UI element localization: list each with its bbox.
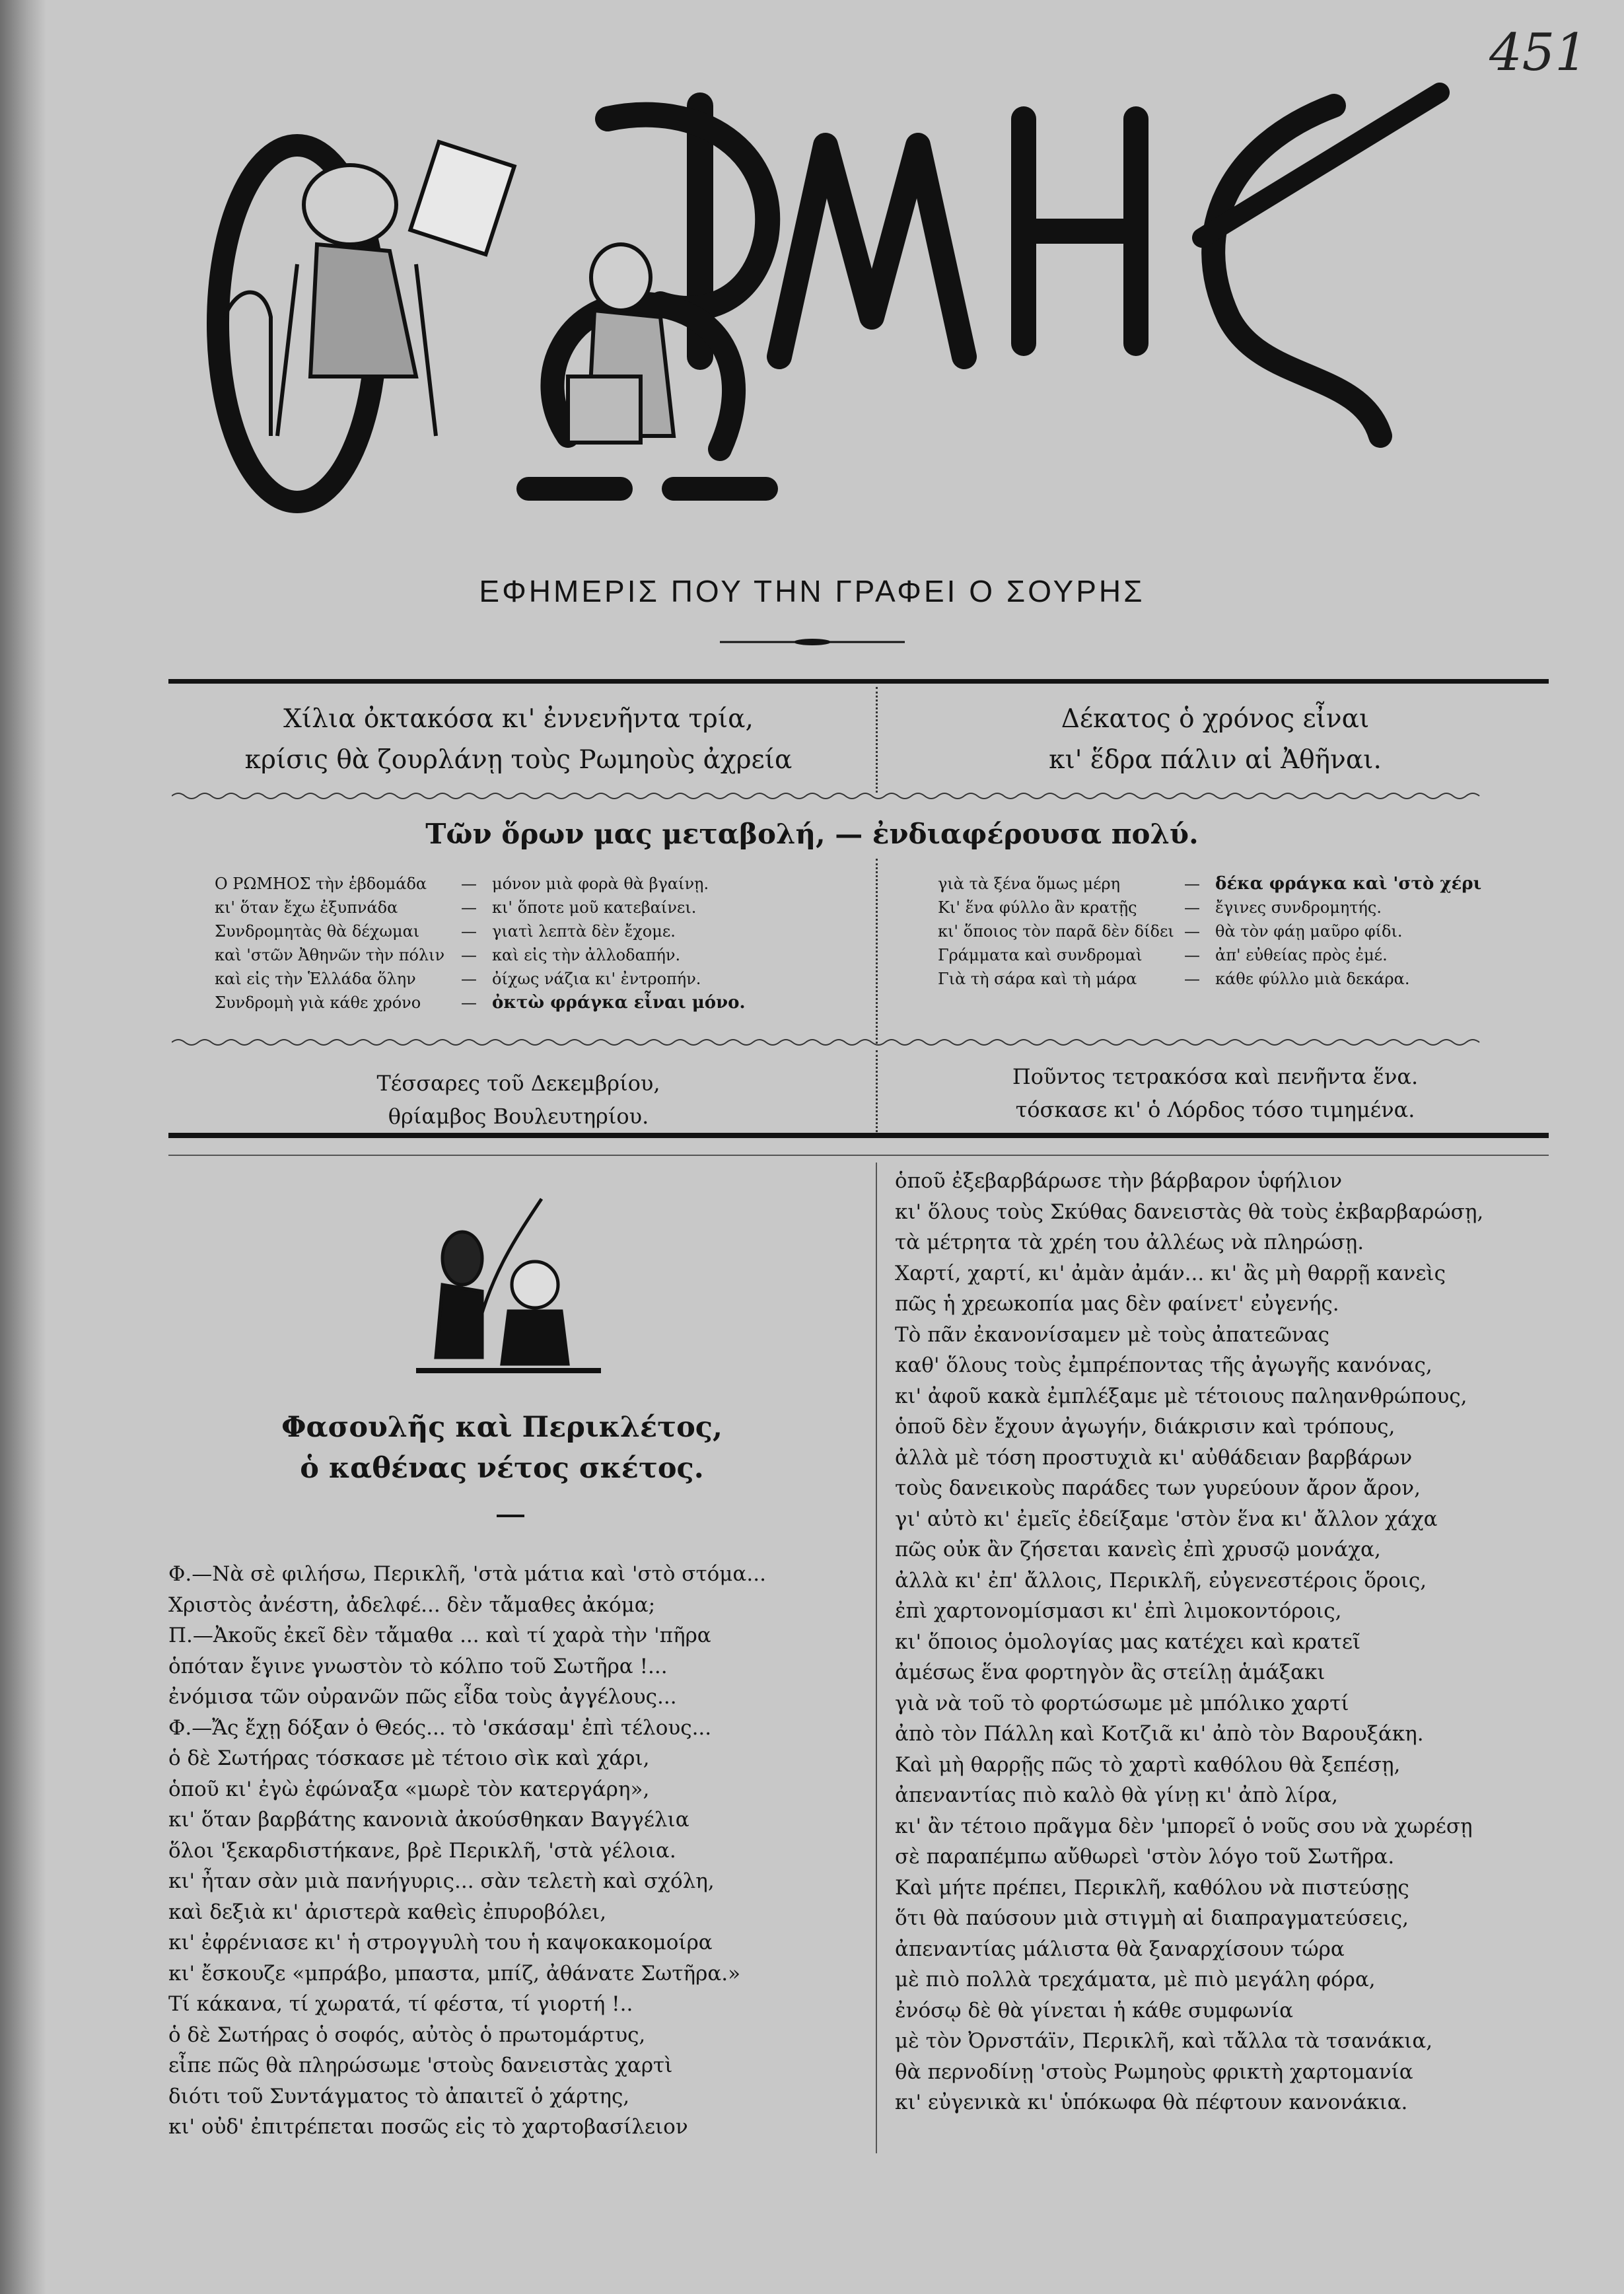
terms-row <box>215 896 769 919</box>
terms-label: Γιὰ τὴ σάρα καὶ τὴ μάρα <box>938 970 1137 988</box>
column-divider <box>876 1050 878 1136</box>
wavy-rule-2 <box>172 1036 1545 1049</box>
terms-value: κάθε φύλλο μιὰ δεκάρα. <box>1215 970 1410 988</box>
date-left <box>172 1067 865 1133</box>
verse-line: ὁποῦ κι' ἐγὼ ἐφώναξα «μωρὲ τὸν κατεργάρη», <box>168 1777 650 1801</box>
date-right <box>885 1060 1545 1126</box>
verse-line: καὶ δεξιὰ κι' ἀριστερὰ καθεὶς ἐπυροβόλει, <box>168 1900 607 1924</box>
verse-line: Φ.—Νὰ σὲ φιλήσω, Περικλῆ, 'στὰ μάτια καὶ 'στὸ στόμα... <box>168 1562 766 1586</box>
verse-line: πῶς ἡ χρεωκοπία μας δὲν φαίνετ' εὐγενής. <box>895 1292 1339 1316</box>
vignette-illustration <box>409 1186 608 1384</box>
verse-line: Καὶ μήτε πρέπει, Περικλῆ, καθόλου νὰ πιστεύσῃς <box>895 1875 1409 1900</box>
verse-line: ἀπεναντίας πιὸ καλὸ θὰ γίνῃ κι' ἀπὸ λίρα, <box>895 1783 1338 1807</box>
verse-line: καθ' ὅλους τοὺς ἐμπρέποντας τῆς ἀγωγῆς κανόνας, <box>895 1353 1432 1377</box>
article-left-column <box>168 1559 766 2143</box>
terms-value: ἔγινες συνδρομητής. <box>1215 898 1382 917</box>
terms-left <box>215 872 769 1015</box>
date-line: τόσκασε κι' ὁ Λόρδος τόσο τιμημένα. <box>1015 1097 1415 1122</box>
verse-line: ἐπὶ χαρτονομίσμασι κι' ἐπὶ λιμοκοντόροις, <box>895 1599 1342 1623</box>
terms-dash: — <box>461 970 477 988</box>
terms-value: κι' ὅποτε μοῦ κατεβαίνει. <box>492 898 697 917</box>
verse-line: ἀπεναντίας μάλιστα θὰ ξαναρχίσουν τώρα <box>895 1937 1345 1961</box>
terms-value: ἀπ' εὐθείας πρὸς ἐμέ. <box>1215 946 1388 964</box>
header-rule-thin <box>168 1155 1549 1156</box>
verse-line: κι' εὐγενικὰ κι' ὑπόκωφα θὰ πέφτουν κανονάκια. <box>895 2091 1408 2114</box>
article-right-column <box>895 1166 1483 2118</box>
verse-line: γιὰ νὰ τοῦ τὸ φορτώσωμε μὲ μπόλικο χαρτί <box>895 1691 1349 1715</box>
header-rule-top <box>168 679 1549 684</box>
verse-line: ἐνόσῳ δὲ θὰ γίνεται ἡ κάθε συμφωνία <box>895 1998 1294 2023</box>
terms-row <box>215 967 769 991</box>
verse-line: Καὶ μὴ θαρρῇς πῶς τὸ χαρτὶ καθόλου θὰ ξεπέσῃ, <box>895 1752 1401 1777</box>
verse-line: ὁποῦ ἐξεβαρβάρωσε τὴν βάρβαρον ὑφήλιον <box>895 1169 1343 1193</box>
verse-line: κι' ἀφοῦ κακὰ ἐμπλέξαμε μὲ τέτοιους παληανθρώπους, <box>895 1384 1467 1408</box>
verse-line: Δέκατος ὁ χρόνος εἶναι <box>1061 704 1370 734</box>
verse-line: ἀλλὰ κι' ἐπ' ἄλλοις, Περικλῆ, εὐγενεστέροις ὅροις, <box>895 1568 1427 1593</box>
verse-line: ὅλοι 'ξεκαρδιστήκανε, βρὲ Περικλῆ, 'στὰ γέλοια. <box>168 1838 676 1863</box>
verse-line: τοὺς δανεικοὺς παράδες των γυρεύουν ἄρον ἄρον, <box>895 1476 1421 1500</box>
verse-line: κι' οὐδ' ἐπιτρέπεται ποσῶς εἰς τὸ χαρτοβασίλειον <box>168 2115 688 2139</box>
verse-line: ἀλλὰ μὲ τόση προστυχιὰ κι' αὐθάδειαν βαρβάρων <box>895 1445 1413 1470</box>
terms-row <box>938 967 1493 991</box>
terms-row <box>215 991 769 1015</box>
headline-rule <box>497 1515 524 1517</box>
terms-dash: — <box>461 875 477 893</box>
verse-line: κρίσις θὰ ζουρλάνῃ τοὺς Ρωμηοὺς ἀχρεία <box>244 745 793 775</box>
verse-line: κι' ἕδρα πάλιν αἱ Ἀθῆναι. <box>1049 745 1382 775</box>
ornament-rule <box>720 637 905 647</box>
verse-line: μὲ πιὸ πολλὰ τρεχάματα, μὲ πιὸ μεγάλη φόρα, <box>895 1968 1376 1991</box>
verse-line: εἶπε πῶς θὰ πληρώσωμε 'στοὺς δανειστὰς χαρτὶ <box>168 2054 673 2077</box>
terms-dash: — <box>461 922 477 941</box>
verse-line: ἀπὸ τὸν Πάλλη καὶ Κοτζιᾶ κι' ἀπὸ τὸν Βαρουξάκη. <box>895 1722 1424 1746</box>
terms-value: δέκα φράγκα καὶ 'στὸ χέρι <box>1215 874 1482 894</box>
page-spine-shadow <box>0 0 46 2294</box>
terms-row <box>215 943 769 967</box>
terms-label: Κι' ἕνα φύλλο ἂν κρατῇς <box>938 898 1137 917</box>
terms-dash: — <box>461 993 477 1012</box>
verse-top-right <box>885 699 1545 781</box>
terms-dash: — <box>461 946 477 964</box>
verse-line: Τί κάκανα, τί χωρατά, τί φέστα, τί γιορτή !.. <box>168 1992 633 2016</box>
verse-line: τὰ μέτρητα τὰ χρέη του ἀλλέως νὰ πληρώσῃ. <box>895 1231 1364 1254</box>
verse-line: ὁπόταν ἔγινε γνωστὸν τὸ κόλπο τοῦ Σωτῆρα !... <box>168 1654 668 1678</box>
verse-line: σὲ παραπέμπω αὔθωρεὶ 'στὸν λόγο τοῦ Σωτῆρα. <box>895 1845 1395 1869</box>
terms-label: κι' ὅποιος τὸν παρᾶ δὲν δίδει <box>938 922 1174 941</box>
terms-value: θὰ τὸν φάῃ μαῦρο φίδι. <box>1215 922 1403 941</box>
verse-line: γι' αὐτὸ κι' ἐμεῖς ἐδείξαμε 'στὸν ἕνα κι' ἄλλον χάχα <box>895 1507 1438 1531</box>
terms-row <box>938 919 1493 943</box>
terms-label: Ο ΡΩΜΗΟΣ τὴν ἑβδομάδα <box>215 875 427 893</box>
terms-label: καὶ εἰς τὴν Ἑλλάδα ὅλην <box>215 970 416 988</box>
terms-title: Τῶν ὅρων μας μεταβολή, — ἐνδιαφέρουσα πολύ. <box>425 818 1199 850</box>
terms-value: καὶ εἰς τὴν ἀλλοδαπήν. <box>492 946 681 964</box>
verse-line: κι' ἐφρένιασε κι' ἡ στρογγυλὴ του ἡ καψοκακομοίρα <box>168 1931 713 1954</box>
verse-line: κι' ὅλους τοὺς Σκύθας δανειστὰς θὰ τοὺς ἐκβαρβαρώσῃ, <box>895 1200 1484 1224</box>
terms-row <box>215 919 769 943</box>
masthead-logo <box>198 66 1519 528</box>
terms-value: ὀκτὼ φράγκα εἶναι μόνο. <box>492 993 746 1013</box>
terms-dash: — <box>1184 946 1200 964</box>
terms-dash: — <box>1184 875 1200 893</box>
terms-dash: — <box>461 898 477 917</box>
wavy-rule-1 <box>172 789 1545 803</box>
terms-row <box>938 872 1493 896</box>
terms-value: ὀίχως νάζια κι' ἐντροπήν. <box>492 970 701 988</box>
article-headline <box>172 1407 832 1489</box>
terms-right <box>938 872 1493 991</box>
terms-row <box>938 943 1493 967</box>
column-divider-main <box>876 1163 877 2153</box>
terms-label: Συνδρομὴ γιὰ κάθε χρόνο <box>215 993 421 1012</box>
verse-line: ὅτι θὰ παύσουν μιὰ στιγμὴ αἱ διαπραγματεύσεις, <box>895 1906 1409 1930</box>
date-line: θρίαμβος Βουλευτηρίου. <box>388 1104 649 1129</box>
column-divider <box>876 687 878 793</box>
terms-row <box>938 896 1493 919</box>
verse-line: κι' ἔσκουζε «μπράβο, μπαστα, μπίζ, ἀθάνατε Σωτῆρα.» <box>168 1961 741 1986</box>
newspaper-subtitle: ΕΦΗΜΕΡΙΣ ΠΟΥ ΤΗΝ ΓΡΑΦΕΙ Ο ΣΟΥΡΗΣ <box>479 574 1145 608</box>
verse-line: ὁ δὲ Σωτήρας τόσκασε μὲ τέτοιο σὶκ καὶ χάρι, <box>168 1746 650 1770</box>
verse-line: πῶς οὐκ ἂν ζήσεται κανεὶς ἐπὶ χρυσῷ μονάχα, <box>895 1538 1381 1561</box>
header-rule-bottom <box>168 1133 1549 1138</box>
terms-value: μόνον μιὰ φορὰ θὰ βγαίνῃ. <box>492 875 709 893</box>
verse-line: μὲ τὸν Ὀρνστάϊν, Περικλῆ, καὶ τἄλλα τὰ τσανάκια, <box>895 2029 1433 2053</box>
verse-line: ἀμέσως ἕνα φορτηγὸν ἂς στείλῃ ἁμάξακι <box>895 1661 1325 1684</box>
verse-line: θὰ περνοδίνῃ 'στοὺς Ρωμηοὺς φρικτὴ χαρτομανία <box>895 2060 1413 2084</box>
verse-line: Π.—Ἀκοῦς ἐκεῖ δὲν τἄμαθα ... καὶ τί χαρὰ τὴν 'πῆρα <box>168 1624 711 1647</box>
headline-line: ὁ καθένας νέτος σκέτος. <box>300 1452 704 1485</box>
terms-dash: — <box>1184 898 1200 917</box>
verse-line: Χαρτί, χαρτί, κι' ἀμὰν ἀμάν... κι' ἂς μὴ θαρρῇ κανεὶς <box>895 1261 1446 1285</box>
verse-line: ἐνόμισα τῶν οὐρανῶν πῶς εἶδα τοὺς ἀγγέλους... <box>168 1685 677 1709</box>
terms-label: καὶ 'στῶν Ἀθηνῶν τὴν πόλιν <box>215 946 445 964</box>
verse-line: Φ.—Ἄς ἔχῃ δόξαν ὁ Θεός... τὸ 'σκάσαμ' ἐπὶ τέλους... <box>168 1715 712 1740</box>
terms-label: Συνδρομητὰς θὰ δέχωμαι <box>215 922 420 941</box>
terms-value: γιατὶ λεπτὰ δὲν ἔχομε. <box>492 922 676 941</box>
verse-line: Τὸ πᾶν ἐκανονίσαμεν μὲ τοὺς ἀπατεῶνας <box>895 1322 1330 1347</box>
column-divider <box>876 859 878 1044</box>
verse-line: κι' ἂν τέτοιο πρᾶγμα δὲν 'μπορεῖ ὁ νοῦς σου νὰ χωρέσῃ <box>895 1814 1473 1838</box>
folio-number: 451 <box>1489 23 1588 83</box>
verse-line: Χριστὸς ἀνέστη, ἀδελφέ... δὲν τἄμαθες ἀκόμα; <box>168 1593 656 1617</box>
verse-line: ὁ δὲ Σωτήρας ὁ σοφός, αὐτὸς ὁ πρωτομάρτυς, <box>168 2023 646 2047</box>
verse-line: κι' ὅταν βαρβάτης κανονιὰ ἀκούσθηκαν Βαγγέλια <box>168 1808 689 1832</box>
verse-top-left <box>172 699 865 781</box>
terms-dash: — <box>1184 922 1200 941</box>
terms-label: γιὰ τὰ ξένα ὅμως μέρη <box>938 875 1120 893</box>
date-line: Ποῦντος τετρακόσα καὶ πενῆντα ἕνα. <box>1012 1064 1419 1089</box>
verse-line: ὁποῦ δὲν ἔχουν ἀγωγήν, διάκρισιν καὶ τρόπους, <box>895 1415 1395 1439</box>
date-line: Τέσσαρες τοῦ Δεκεμβρίου, <box>376 1071 660 1096</box>
headline-line: Φασουλῆς καὶ Περικλέτος, <box>281 1411 723 1444</box>
verse-line: κι' ἦταν σὰν μιὰ πανήγυρις... σὰν τελετὴ καὶ σχόλη, <box>168 1869 715 1893</box>
terms-row <box>215 872 769 896</box>
terms-dash: — <box>1184 970 1200 988</box>
verse-line: διότι τοῦ Συντάγματος τὸ ἀπαιτεῖ ὁ χάρτης, <box>168 2084 630 2108</box>
verse-line: κι' ὅποιος ὁμολογίας μας κατέχει καὶ κρατεῖ <box>895 1630 1361 1654</box>
terms-label: Γράμματα καὶ συνδρομαὶ <box>938 946 1143 964</box>
verse-line: Χίλια ὀκτακόσα κι' ἐννενῆντα τρία, <box>283 704 754 734</box>
terms-label: κι' ὅταν ἔχω ἐξυπνάδα <box>215 898 398 917</box>
